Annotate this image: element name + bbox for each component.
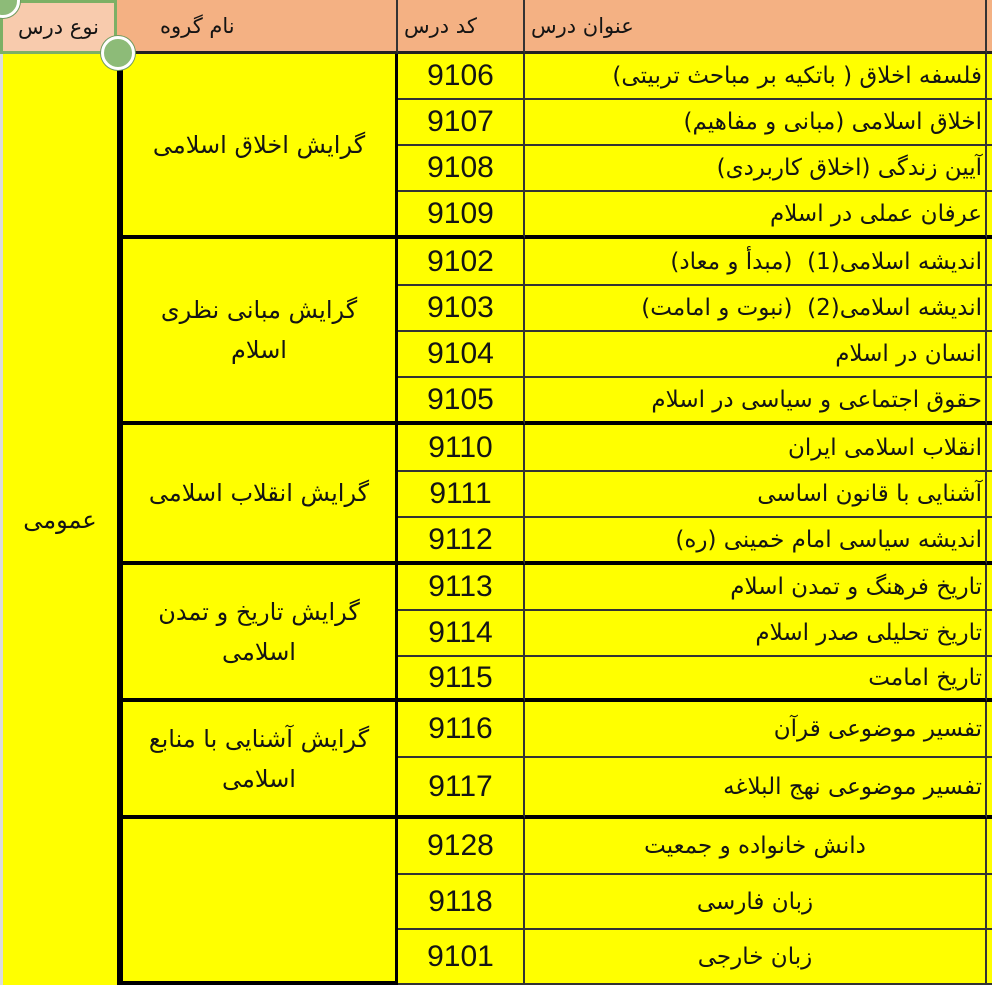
group-cell-revolution[interactable]	[117, 425, 398, 565]
course-code: 9110	[428, 430, 493, 464]
course-code: 9111	[429, 477, 492, 510]
course-title-cell[interactable]	[525, 657, 987, 702]
course-code-cell[interactable]	[398, 332, 525, 378]
course-title-cell[interactable]	[525, 819, 987, 875]
course-code-cell[interactable]	[398, 930, 525, 985]
course-code: 9102	[427, 244, 494, 278]
course-title: اخلاق اسلامی (مبانی و مفاهیم)	[683, 109, 982, 135]
course-title: تاریخ فرهنگ و تمدن اسلام	[730, 574, 982, 600]
partial-column-cell[interactable]	[987, 192, 992, 239]
selection-handle-bottom-right[interactable]	[101, 36, 135, 70]
course-code: 9101	[427, 939, 494, 973]
group-name-line: اسلام	[231, 336, 287, 364]
course-code: 9109	[427, 196, 494, 230]
course-code-cell[interactable]	[398, 239, 525, 286]
course-title: زبان فارسی	[696, 888, 814, 915]
course-code: 9108	[427, 151, 494, 184]
course-code: 9106	[427, 59, 494, 92]
header-cell-partial-column[interactable]	[987, 0, 992, 54]
course-code-cell[interactable]	[398, 192, 525, 239]
course-code: 9107	[427, 105, 494, 138]
partial-column-cell[interactable]	[987, 657, 992, 702]
course-title: آشنایی با قانون اساسی	[757, 481, 982, 507]
partial-column-cell[interactable]	[987, 54, 992, 100]
course-code: 9128	[427, 829, 494, 862]
partial-column-cell[interactable]	[987, 332, 992, 378]
course-title-cell[interactable]	[525, 54, 987, 100]
course-title: عرفان عملی در اسلام	[769, 200, 982, 227]
header-cell-course-code[interactable]	[398, 0, 525, 54]
partial-column-cell[interactable]	[987, 702, 992, 758]
course-title-cell[interactable]	[525, 192, 987, 239]
group-cell-islamic-sources[interactable]	[117, 702, 398, 819]
course-title-cell[interactable]	[525, 239, 987, 286]
course-title: انقلاب اسلامی ایران	[787, 434, 982, 461]
course-title-cell[interactable]	[525, 378, 987, 425]
header-label-course-code: کد درس	[404, 13, 477, 38]
course-code: 9116	[428, 712, 493, 745]
group-name-line: گرایش تاریخ و تمدن	[158, 597, 360, 626]
course-title-cell[interactable]	[525, 286, 987, 332]
course-title-cell[interactable]	[525, 611, 987, 657]
group-name-line: گرایش اخلاق اسلامی	[152, 130, 366, 159]
course-code-cell[interactable]	[398, 286, 525, 332]
course-code: 9115	[428, 660, 493, 694]
partial-column-cell[interactable]	[987, 611, 992, 657]
course-code-cell[interactable]	[398, 565, 525, 611]
course-title-cell[interactable]	[525, 702, 987, 758]
course-title: انسان در اسلام	[835, 341, 982, 367]
course-code-cell[interactable]	[398, 54, 525, 100]
course-title-cell[interactable]	[525, 425, 987, 472]
group-cell-empty[interactable]	[117, 819, 398, 985]
group-name-line: اسلامی	[222, 637, 296, 666]
partial-column-cell[interactable]	[987, 565, 992, 611]
course-title: اندیشه اسلامی(1) (مبدأ و معاد)	[670, 248, 982, 275]
partial-column-cell[interactable]	[987, 875, 992, 930]
course-title: اندیشه اسلامی(2) (نبوت و امامت)	[641, 295, 982, 321]
course-type-cell[interactable]	[0, 54, 117, 985]
partial-column-cell[interactable]	[987, 378, 992, 425]
course-title-cell[interactable]	[525, 518, 987, 565]
course-title: دانش خانواده و جمعیت	[644, 833, 866, 859]
group-name-line: گرایش انقلاب اسلامی	[148, 479, 370, 507]
course-title-cell[interactable]	[525, 100, 987, 146]
course-title-cell[interactable]	[525, 875, 987, 930]
course-type-label: عمومی	[23, 505, 97, 534]
course-code: 9103	[427, 291, 494, 324]
partial-column-cell[interactable]	[987, 758, 992, 819]
course-title: فلسفه اخلاق ( باتکیه بر مباحث تربیتی)	[612, 63, 982, 89]
course-title: آیین زندگی (اخلاق کاربردی)	[716, 155, 982, 181]
course-title: زبان خارجی	[697, 943, 813, 970]
course-title-cell[interactable]	[525, 758, 987, 819]
course-title: تاریخ امامت	[868, 664, 982, 691]
header-label-course-type: نوع درس	[17, 15, 100, 39]
course-code: 9104	[427, 337, 494, 370]
group-cell-theoretical-foundations[interactable]	[117, 239, 398, 425]
course-title-cell[interactable]	[525, 565, 987, 611]
course-title-cell[interactable]	[525, 472, 987, 518]
course-code-cell[interactable]	[398, 472, 525, 518]
course-code-cell[interactable]	[398, 657, 525, 702]
course-code-cell[interactable]	[398, 819, 525, 875]
partial-column-cell[interactable]	[987, 239, 992, 286]
group-name-line: گرایش آشنایی با منابع	[148, 724, 370, 753]
course-code-cell[interactable]	[398, 518, 525, 565]
course-code-cell[interactable]	[398, 146, 525, 192]
group-name-line: اسلامی	[222, 764, 296, 793]
course-code-cell[interactable]	[398, 702, 525, 758]
partial-column-cell[interactable]	[987, 518, 992, 565]
header-cell-group-name[interactable]	[117, 0, 398, 54]
course-code-cell[interactable]	[398, 758, 525, 819]
course-title: حقوق اجتماعی و سیاسی در اسلام	[651, 386, 982, 413]
course-code-cell[interactable]	[398, 611, 525, 657]
course-code: 9117	[428, 769, 493, 803]
partial-column-cell[interactable]	[987, 146, 992, 192]
course-code-cell[interactable]	[398, 378, 525, 425]
course-code-cell[interactable]	[398, 100, 525, 146]
course-title: تاریخ تحلیلی صدر اسلام	[755, 620, 982, 646]
header-cell-course-title[interactable]	[525, 0, 987, 54]
course-code: 9105	[427, 382, 494, 416]
partial-column-cell[interactable]	[987, 930, 992, 985]
course-title: تفسیر موضوعی نهج البلاغه	[723, 773, 982, 800]
group-name-line: گرایش مبانی نظری	[160, 296, 358, 324]
course-title-cell[interactable]	[525, 146, 987, 192]
course-code: 9114	[428, 616, 493, 649]
course-code: 9112	[428, 522, 493, 556]
partial-column-cell[interactable]	[987, 425, 992, 472]
header-label-course-title: عنوان درس	[531, 13, 634, 38]
partial-column-cell[interactable]	[987, 286, 992, 332]
course-title: اندیشه سیاسی امام خمینی (ره)	[675, 526, 982, 553]
course-title-cell[interactable]	[525, 332, 987, 378]
group-cell-ethics[interactable]	[117, 54, 398, 239]
course-code: 9113	[428, 570, 493, 603]
course-code-cell[interactable]	[398, 875, 525, 930]
header-label-group-name: نام گروه	[160, 13, 235, 38]
course-title: تفسیر موضوعی قرآن	[773, 716, 982, 742]
group-cell-history-civilization[interactable]	[117, 565, 398, 702]
partial-column-cell[interactable]	[987, 819, 992, 875]
course-title-cell[interactable]	[525, 930, 987, 985]
course-code: 9118	[428, 884, 493, 918]
course-code-cell[interactable]	[398, 425, 525, 472]
partial-column-cell[interactable]	[987, 100, 992, 146]
partial-column-cell[interactable]	[987, 472, 992, 518]
